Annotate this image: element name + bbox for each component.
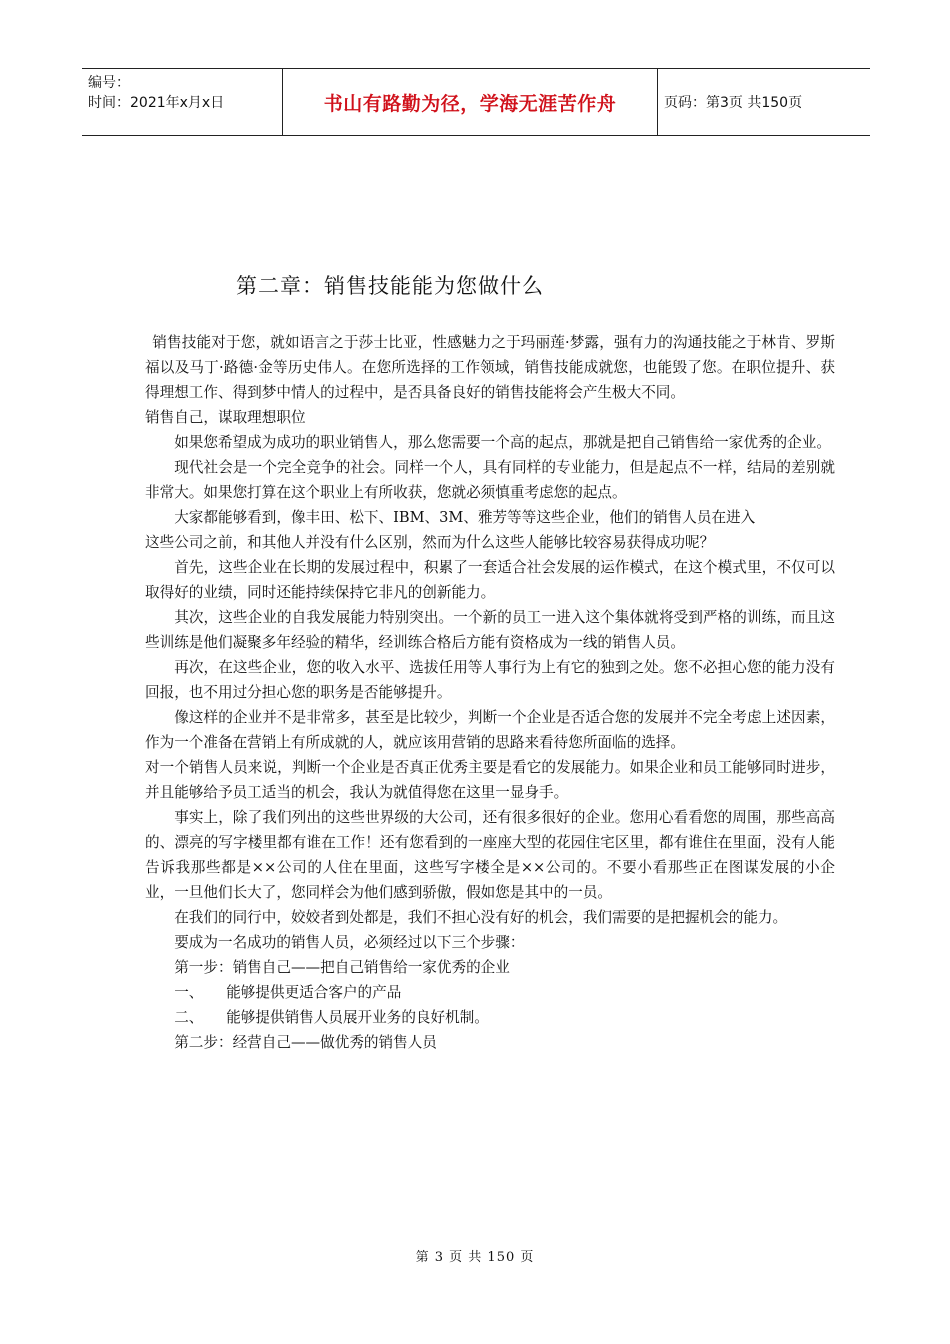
header-motto-cell xyxy=(282,69,658,135)
paragraph: 对一个销售人员来说，判断一个企业是否真正优秀主要是看它的发展能力。如果企业和员工能够同时进步，并且能够给予员工适当的机会，我认为就值得您在这里一显身手。 xyxy=(145,759,835,801)
step-one: 第一步：销售自己——把自己销售给一家优秀的企业 xyxy=(174,959,510,976)
paragraph: 像这样的企业并不是非常多，甚至是比较少，判断一个企业是否适合您的发展并不完全考虑上述因素，作为一个准备在营销上有所成就的人，就应该用营销的思路来看待您所面临的选择。 xyxy=(145,709,835,751)
header-page-code xyxy=(658,69,870,135)
page-code-text: 页码：第3页 共150页 xyxy=(664,95,803,111)
page-footer: 第 3 页 共 150 页 xyxy=(415,1250,535,1265)
page-header xyxy=(82,68,870,136)
paragraph: 销售技能对于您，就如语言之于莎士比亚，性感魅力之于玛丽莲·梦露，强有力的沟通技能之于林肯、罗斯福以及马丁·路德·金等历史伟人。在您所选择的工作领域，销售技能成就您，也能毁了您。在职位提升、获得理想工作、得到梦中情人的过程中，是否具备良好的销售技能将会产生极大不同。 xyxy=(145,334,835,401)
paragraph: 如果您希望成为成功的职业销售人，那么您需要一个高的起点，那就是把自己销售给一家优秀的企业。 xyxy=(174,434,831,451)
paragraph: 要成为一名成功的销售人员，必须经过以下三个步骤： xyxy=(174,934,525,951)
step-two: 第二步：经营自己——做优秀的销售人员 xyxy=(174,1034,437,1051)
motto-text: 书山有路勤为径，学海无涯苦作舟 xyxy=(323,92,617,115)
list-number: 二、 xyxy=(174,1009,204,1026)
list-item xyxy=(145,1005,835,1030)
list-text: 能够提供销售人员展开业务的良好机制。 xyxy=(226,1009,489,1026)
paragraph: 现代社会是一个完全竞争的社会。同样一个人，具有同样的专业能力，但是起点不一样，结局的差别就非常大。如果您打算在这个职业上有所收获，您就必须慎重考虑您的起点。 xyxy=(145,459,835,501)
paragraph: 这些公司之前，和其他人并没有什么区别，然而为什么这些人能够比较容易获得成功呢？ xyxy=(145,534,715,551)
chapter-title: 第二章：销售技能能为您做什么 xyxy=(236,274,544,298)
list-text: 能够提供更适合客户的产品 xyxy=(226,984,402,1001)
paragraph: 在我们的同行中，姣姣者到处都是，我们不担心没有好的机会，我们需要的是把握机会的能力。 xyxy=(174,909,788,926)
list-item xyxy=(145,980,835,1005)
list-number: 一、 xyxy=(174,984,204,1001)
paragraph: 事实上，除了我们列出的这些世界级的大公司，还有很多很好的企业。您用心看看您的周围，那些高高的、漂亮的写字楼里都有谁在工作！还有您看到的一座座大型的花园住宅区里，都有谁住在里面，没有人能告诉我那些都是××公司的人住在里面，这些写字楼全是××公司的。不要小看那些正在图谋发展的小企业，一旦他们长大了，您同样会为他们感到骄傲，假如您是其中的一员。 xyxy=(145,809,835,901)
section-heading: 销售自己，谋取理想职位 xyxy=(145,409,306,426)
document-body xyxy=(145,330,835,1055)
paragraph: 首先，这些企业在长期的发展过程中，积累了一套适合社会发展的运作模式，在这个模式里，不仅可以取得好的业绩，同时还能持续保持它非凡的创新能力。 xyxy=(145,559,835,601)
header-meta xyxy=(82,69,282,135)
paragraph: 再次，在这些企业，您的收入水平、选拔任用等人事行为上有它的独到之处。您不必担心您的能力没有回报，也不用过分担心您的职务是否能够提升。 xyxy=(145,659,835,701)
paragraph: 大家都能够看到，像丰田、松下、IBM、3M、雅芳等等这些企业，他们的销售人员在进入 xyxy=(174,509,756,526)
serial-label: 编号： xyxy=(88,75,130,91)
paragraph: 其次，这些企业的自我发展能力特别突出。一个新的员工一进入这个集体就将受到严格的训练，而且这些训练是他们凝聚多年经验的精华，经训练合格后方能有资格成为一线的销售人员。 xyxy=(145,609,835,651)
date-label: 时间：2021年x月x日 xyxy=(88,95,225,111)
